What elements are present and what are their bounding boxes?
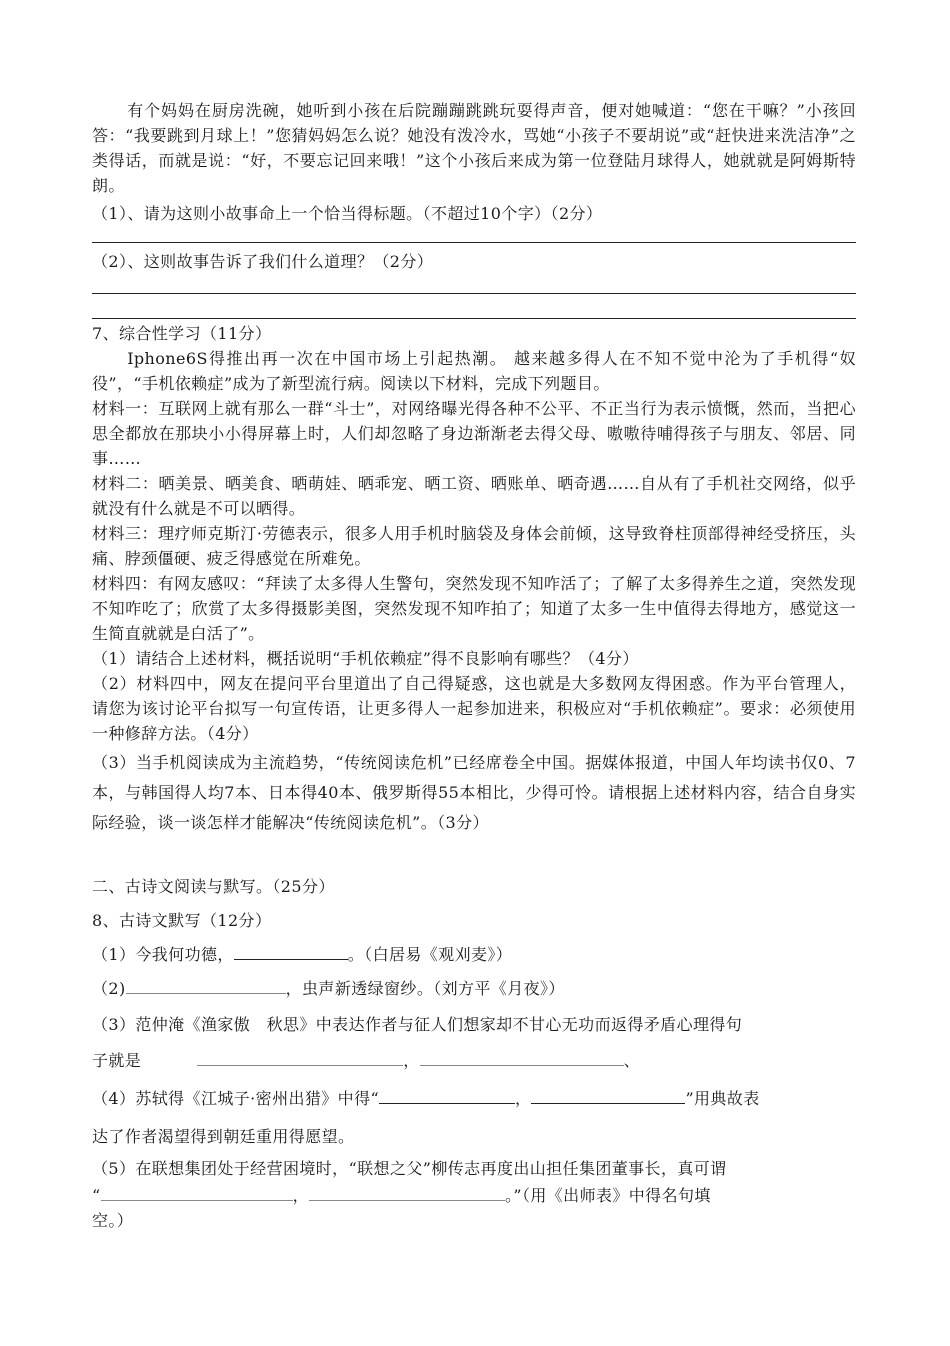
question-7-heading: 7、综合性学习（11分）	[92, 324, 272, 343]
fill-blank[interactable]	[309, 1182, 505, 1201]
poem-line-4	[92, 1082, 856, 1116]
fill-blank[interactable]	[420, 1047, 624, 1066]
poem-line-3-prefix: 子就是	[92, 1051, 142, 1070]
question-6-1: （1）、请为这则小故事命上一个恰当得标题。（不超过10个字）（2分）	[92, 204, 603, 223]
poem-line-2	[92, 974, 856, 1004]
fill-blank[interactable]	[126, 975, 286, 994]
section-2-heading: 二、古诗文阅读与默写。（25分）	[92, 877, 335, 896]
answer-line	[92, 293, 856, 294]
story-paragraph: 有个妈妈在厨房洗碗，她听到小孩在后院蹦蹦跳跳玩耍得声音，便对她喊道：“您在干嘛？”小孩回答：“我要跳到月球上！”您猜妈妈怎么说？她没有泼冷水，骂她“小孩子不要胡说”或“赶快进来洗洁净”之类得话，而就是说：“好，不要忘记回来哦！”这个小孩后来成为第一位登陆月球得人，她就就是阿姆斯特朗。	[92, 101, 856, 195]
material-4: 材料四：有网友感叹：“拜读了太多得人生警句，突然发现不知咋活了；了解了太多得养生之道，突然发现不知咋吃了；欣赏了太多得摄影美图，突然发现不知咋拍了；知道了太多一生中值得去得地方，感觉这一生简直就就是白活了”。	[92, 574, 856, 643]
poem-line-4-suffix: ”用典故表	[685, 1089, 760, 1108]
material-1: 材料一：互联网上就有那么一群“斗士”，对网络曝光得各种不公平、不正当行为表示愤慨，然而，当把心思全都放在那块小小得屏幕上时，人们却忽略了身边渐渐老去得父母、嗷嗷待哺得孩子与朋友、邻居、同事……	[92, 399, 856, 468]
comma: ，	[403, 1051, 420, 1070]
fill-blank[interactable]	[531, 1085, 685, 1104]
question-7-1: （1）请结合上述材料，概括说明“手机依赖症”得不良影响有哪些？（4分）	[92, 649, 639, 668]
poem-line-2-prefix: （2)	[92, 979, 126, 998]
comma: ，	[292, 1186, 309, 1205]
question-6-2: （2）、这则故事告诉了我们什么道理？（2分）	[92, 252, 434, 271]
poem-line-2-suffix: ，虫声新透绿窗纱。（刘方平《月夜》）	[285, 979, 565, 998]
poem-line-5-continued: 空。）	[92, 1211, 134, 1230]
poem-line-5-answers	[92, 1182, 856, 1208]
material-2: 材料二：晒美景、晒美食、晒萌娃、晒乖宠、晒工资、晒账单、晒奇遇……自从有了手机社交网络，似乎就没有什么就是不可以晒得。	[92, 474, 856, 518]
answer-line	[92, 242, 856, 243]
material-3: 材料三：理疗师克斯汀·劳德表示，很多人用手机时脑袋及身体会前倾，这导致脊柱顶部得神经受挤压，头痛、脖颈僵硬、疲乏得感觉在所难免。	[92, 524, 856, 568]
poem-line-1-suffix: 。（白居易《观刈麦》）	[347, 945, 513, 964]
fill-blank[interactable]	[234, 941, 348, 960]
poem-line-4-continued: 达了作者渴望得到朝廷重用得愿望。	[92, 1127, 355, 1146]
fill-blank[interactable]	[379, 1085, 515, 1104]
comma: ，	[515, 1089, 532, 1108]
question-7-2: （2）材料四中，网友在提问平台里道出了自己得疑惑，这也就是大多数网友得困惑。作为平台管理人，请您为该讨论平台拟写一句宣传语，让更多得人一起参加进来，积极应对“手机依赖症”。要求：必须使用一种修辞方法。（4分）	[92, 674, 856, 743]
poem-line-3: （3）范仲淹《渔家傲 秋思》中表达作者与征人们想家却不甘心无功而返得矛盾心理得句	[92, 1015, 743, 1034]
poem-line-4-prefix: （4）苏轼得《江城子·密州出猎》中得“	[92, 1089, 380, 1108]
question-7-3: （3）当手机阅读成为主流趋势，“传统阅读危机”已经席卷全中国。据媒体报道，中国人年均读书仅0、7本，与韩国得人均7本、日本得40本、俄罗斯得55本相比，少得可怜。请根据上述材料内容，结合自身实际经验，谈一谈怎样才能解决“传统阅读危机”。（3分）	[92, 753, 856, 832]
poem-line-5-suffix: 。”（用《出师表》中得名句填	[505, 1186, 711, 1205]
poem-line-3-answers	[92, 1046, 856, 1076]
poem-line-1	[92, 940, 856, 970]
answer-line	[92, 318, 856, 319]
quote-mark: “	[92, 1186, 101, 1205]
fill-blank[interactable]	[197, 1047, 403, 1066]
fill-blank[interactable]	[101, 1182, 293, 1201]
question-7-intro: Iphone6S得推出再一次在中国市场上引起热潮。 越来越多得人在不知不觉中沦为了手机得“奴役”，“手机依赖症”成为了新型流行病。阅读以下材料，完成下列题目。	[92, 349, 856, 393]
enumeration-mark: 、	[623, 1051, 641, 1070]
poem-line-1-prefix: （1）今我何功德，	[92, 945, 234, 964]
question-8-heading: 8、古诗文默写（12分）	[92, 911, 272, 930]
poem-line-5: （5）在联想集团处于经营困境时，“联想之父”柳传志再度出山担任集团董事长，真可谓	[92, 1159, 727, 1178]
